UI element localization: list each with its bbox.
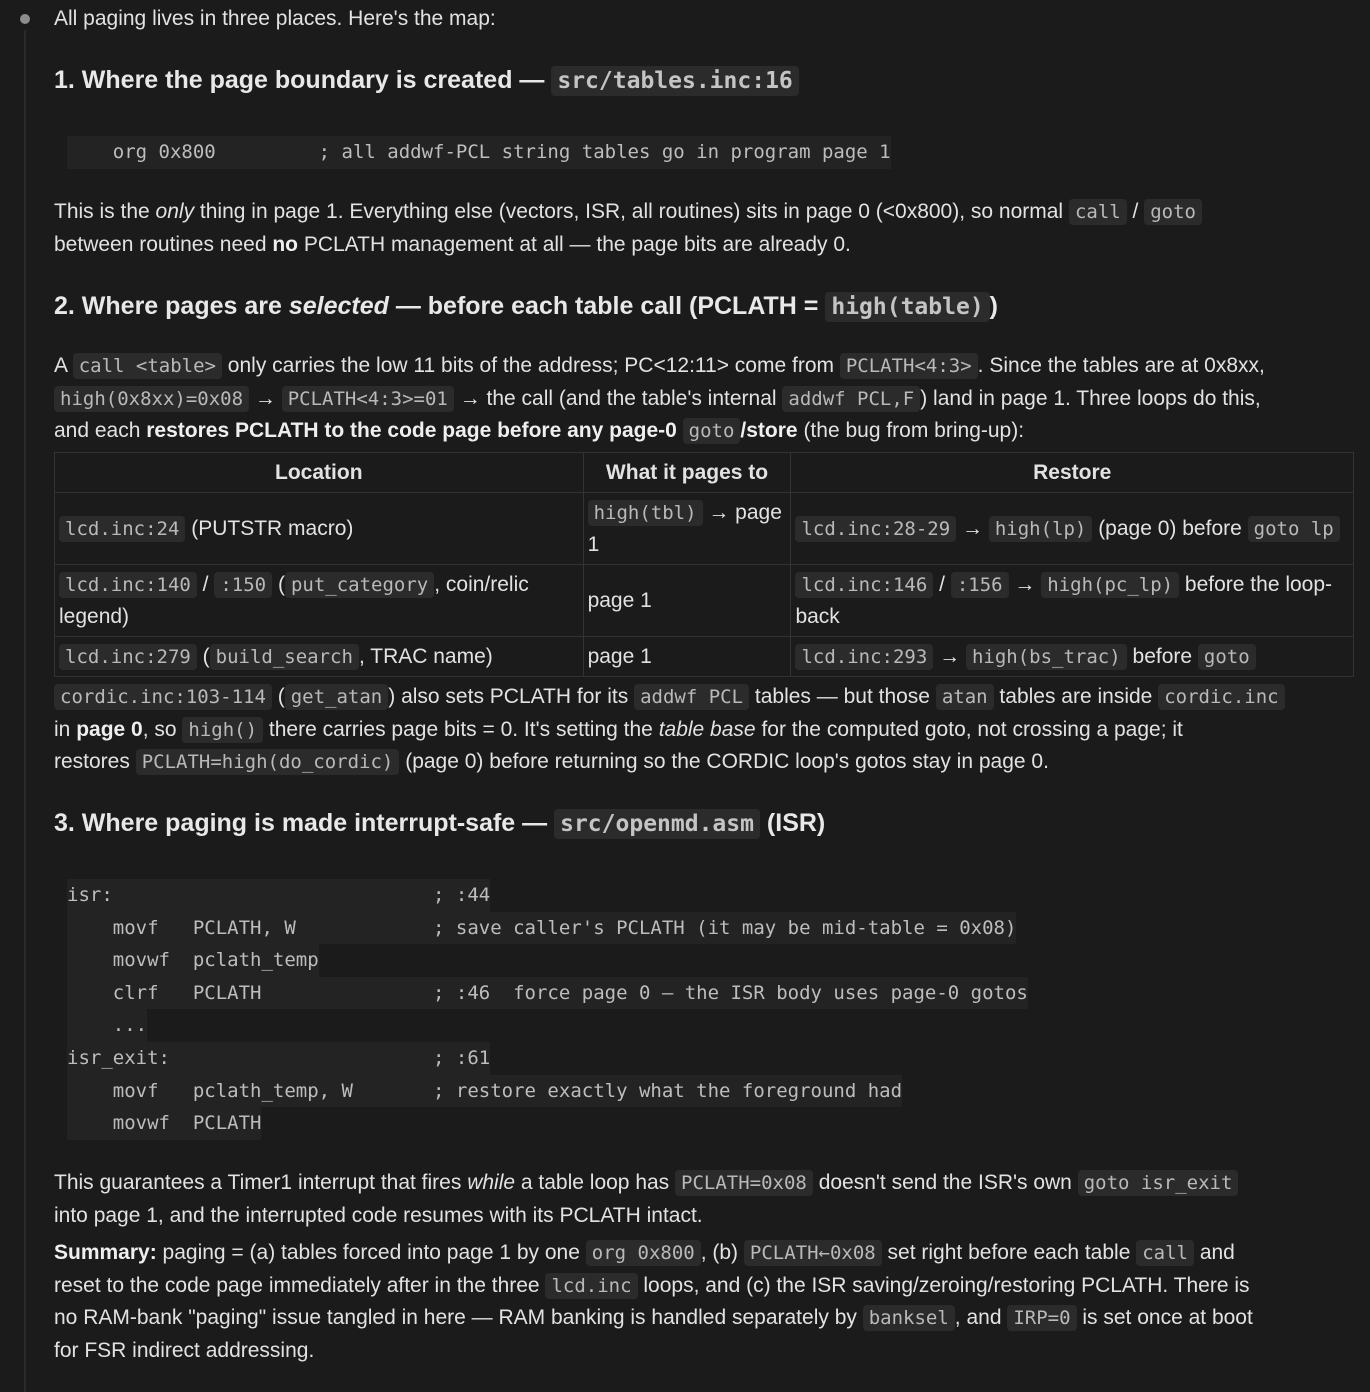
inline-code: PCLATH<4:3>=01 [282,386,454,412]
text: ( [271,685,285,708]
bold: page 0 [76,717,143,741]
inline-code: lcd.inc:293 [795,644,933,670]
inline-code: lcd.inc:146 [795,572,933,598]
emphasis: table base [658,717,756,741]
inline-code: get_atan [285,684,389,710]
inline-code: PCLATH←0x08 [744,1240,882,1266]
text: no RAM-bank "paging" issue tangled in here — RAM banking is handled separately by [54,1306,863,1329]
text: reset to the code page immediately after in the three [54,1273,546,1297]
text: PCLATH management at all — the page bits are already 0. [297,232,851,256]
table-cell-restore [791,493,1354,565]
inline-code: :156 [951,572,1009,598]
text: for the computed goto, not crossing a page; it [755,717,1183,741]
inline-code: high(tbl) [588,500,703,526]
text: restores [54,750,136,773]
text: A [54,354,73,377]
table-cell-location [55,565,584,637]
text: → the call (and the table's internal [453,386,783,410]
inline-code: goto [683,418,741,444]
intro [54,3,1354,36]
inline-code: high(lp) [989,516,1093,542]
section-2-note-text [54,681,1354,779]
section-1-paragraph [54,196,1354,261]
inline-code: lcd.inc:28-29 [795,516,956,542]
inline-code: atan [936,684,994,710]
text: (the bug from bring-up): [797,419,1025,442]
text: is set once at boot [1076,1306,1253,1329]
bold: no [272,232,298,256]
text: and [1193,1241,1235,1264]
section-1-code-block [54,136,1354,169]
text: . Since the tables are at 0x8xx, [977,354,1265,377]
text: into page 1, and the interrupted code resumes with its PCLATH intact. [54,1203,703,1227]
text: / [1126,200,1145,223]
table-cell-restore [791,637,1354,677]
text: , coin/relic legend) [59,572,529,628]
section-2-paragraph [54,350,1354,448]
inline-code: lcd.inc:24 [59,516,185,542]
inline-code: call <table> [73,353,222,379]
section-3 [54,807,1354,840]
section-2-note [54,681,1354,779]
code-line: movf pclath_temp, W ; restore exactly what the foreground had [67,1075,902,1108]
inline-code: goto lp [1248,516,1340,542]
table-row [55,637,1354,677]
bold: Summary: [54,1241,157,1264]
text: in [54,717,77,741]
inline-code: lcd.inc:140 [59,572,197,598]
text: 3. Where paging is made interrupt-safe — [54,809,548,837]
inline-code: goto [1198,644,1256,670]
section-3-paragraph [54,1167,1354,1232]
section-1 [54,64,1354,97]
text: , TRAC name) [358,644,493,668]
inline-code: high() [182,717,263,743]
text: there carries page bits = 0. It's setting the [263,717,659,741]
text: ) land in page 1. Three loops do this, [920,386,1261,410]
text: only carries the low 11 bits of the address; PC<12:11> come from [221,354,840,377]
text: This is the [54,200,156,223]
text: for FSR indirect addressing. [54,1338,315,1362]
text: a table loop has [515,1171,676,1194]
code-line: ... [67,1009,147,1042]
text: → [956,516,989,540]
text: (page 0) before returning so the CORDIC loop's gotos stay in page 0. [399,750,1049,773]
text: doesn't send the ISR's own [812,1171,1078,1194]
thread-rail [24,30,26,1392]
table-header: What it pages to [583,453,791,493]
text: (ISR) [759,809,826,837]
isr-code-block [54,879,1354,1140]
inline-code: lcd.inc:279 [59,644,197,670]
text: 2. Where pages are [54,292,289,320]
code-line: isr_exit: ; :61 [67,1042,490,1075]
section-3-heading [54,807,1354,840]
emphasis: while [467,1171,516,1194]
text: tables are inside [993,685,1159,708]
table-cell-pages: page 1 [583,637,791,677]
section-2-heading [54,290,1354,323]
inline-code: goto [1144,199,1202,225]
emphasis: selected [288,292,389,320]
table-header-row [55,453,1354,493]
code-line: movwf PCLATH [67,1107,261,1140]
section-1-heading [54,64,1354,97]
text: This guarantees a Timer1 interrupt that fires [54,1171,468,1194]
section-3-text [54,1167,1354,1232]
inline-code: addwf PCL,F [782,386,920,412]
section-1-file-code: src/tables.inc:16 [551,66,798,96]
text: (PUTSTR macro) [185,516,354,540]
table-cell-location [55,493,584,565]
text: → [1008,572,1042,596]
text: ) also sets PCLATH for its [388,685,635,708]
inline-code: lcd.inc [545,1273,637,1299]
inline-code: addwf PCL [634,684,749,710]
code-line: org 0x800 ; all addwf-PCL string tables go in program page 1 [67,136,891,169]
text: paging = (a) tables forced into page 1 by one [156,1241,586,1264]
text: / [196,572,215,596]
text: , so [142,717,183,741]
inline-code: PCLATH<4:3> [840,353,978,379]
text: before [1126,644,1198,668]
text: (page 0) before [1092,516,1248,540]
section-2-text [54,350,1354,448]
inline-code: PCLATH=0x08 [675,1170,813,1196]
code-line: clrf PCLATH ; :46 force page 0 — the ISR body uses page-0 gotos [67,977,1028,1010]
inline-code: high(pc_lp) [1041,572,1179,598]
inline-code: build_search [210,644,359,670]
text: , and [954,1306,1008,1329]
table-cell-pages [583,493,791,565]
bullet-dot [20,14,30,24]
inline-code: goto isr_exit [1078,1170,1239,1196]
emphasis: only [155,200,195,223]
section-1-text [54,196,1354,261]
text: → [249,386,282,410]
code-line: isr: ; :44 [67,879,490,912]
inline-code: high(0x8xx)=0x08 [54,386,249,412]
inline-code: call [1136,1240,1194,1266]
inline-code: cordic.inc:103-114 [54,684,272,710]
text: ( [272,572,285,596]
table-cell-restore [791,565,1354,637]
table-header: Location [55,453,584,493]
text: loops, and (c) the ISR saving/zeroing/restoring PCLATH. There is [637,1273,1250,1297]
inline-code: :150 [214,572,272,598]
text: and each [54,419,147,442]
text: — before each table call (PCLATH = [388,292,826,320]
inline-code: high(bs_trac) [966,644,1127,670]
section-2 [54,290,1354,323]
paging-table [54,452,1354,677]
bold: restores PCLATH to the code page before any page-0 [146,419,683,442]
text: → [933,644,966,668]
bold: /store [740,419,798,442]
inline-code: call [1069,199,1127,225]
text: set right before each table [881,1241,1137,1264]
inline-code: IRP=0 [1007,1305,1076,1331]
table-row [55,493,1354,565]
text: / [933,572,951,596]
inline-code: banksel [863,1305,955,1331]
inline-code: PCLATH=high(do_cordic) [136,749,400,775]
table-cell-pages: page 1 [583,565,791,637]
inline-code: src/openmd.asm [554,809,760,839]
section-1-title: 1. Where the page boundary is created — [54,66,545,94]
intro-text: All paging lives in three places. Here's the map: [54,7,496,30]
text: before the loop-back [795,572,1333,628]
table-header: Restore [791,453,1354,493]
table-cell-location [55,637,584,677]
summary [54,1237,1354,1367]
inline-code: org 0x800 [586,1240,701,1266]
code-line: movwf pclath_temp [67,944,319,977]
code-line: movf PCLATH, W ; save caller's PCLATH (it may be mid-table = 0x08) [67,912,1016,945]
inline-code: put_category [285,572,434,598]
inline-code: high(table) [825,292,989,322]
text: between routines need [54,232,273,256]
text: ( [196,644,210,668]
text: , (b) [700,1241,744,1264]
inline-code: cordic.inc [1158,684,1284,710]
summary-text [54,1237,1354,1367]
text: thing in page 1. Everything else (vectors, ISR, all routines) sits in page 0 (<0x800), so normal [194,200,1069,223]
paging-table-wrap [54,452,1354,677]
text: → page 1 [587,500,782,556]
text: tables — but those [749,685,936,708]
text: ) [989,292,998,320]
table-row [55,565,1354,637]
